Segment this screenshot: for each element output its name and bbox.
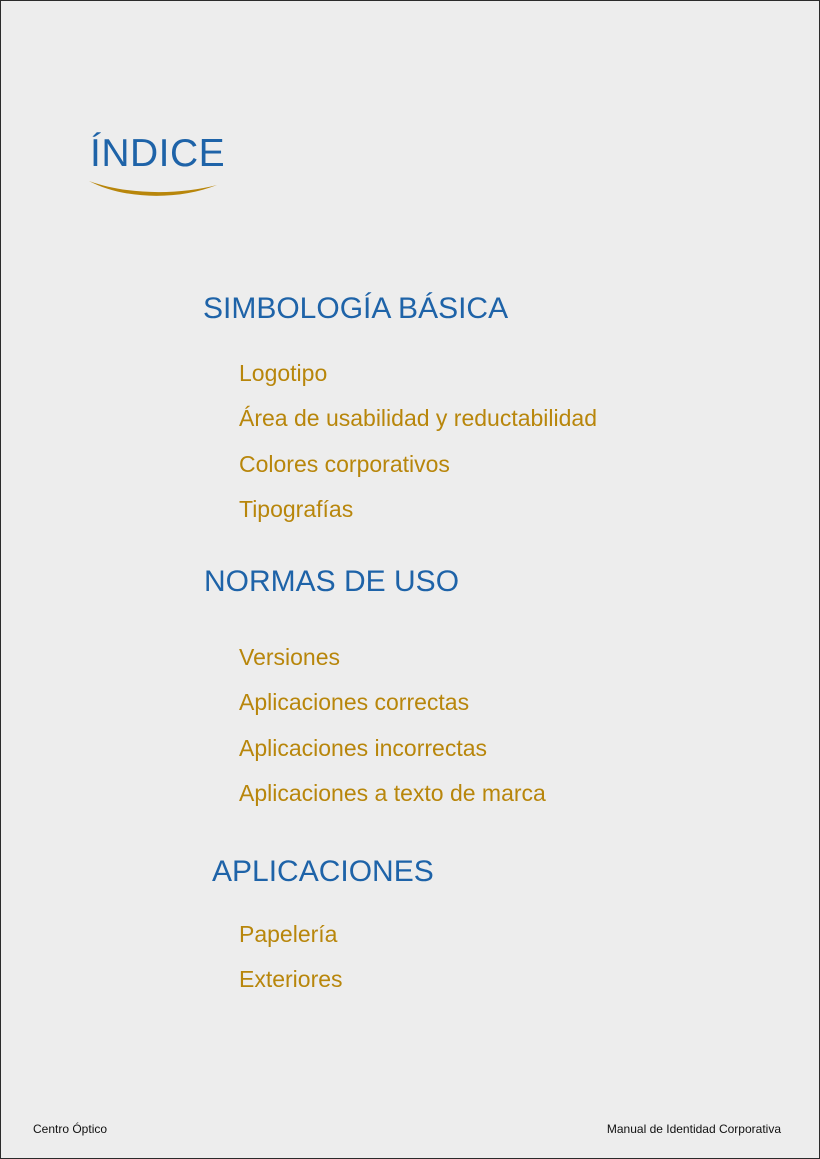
toc-item-aplicaciones-correctas: Aplicaciones correctas bbox=[239, 689, 470, 715]
section-title-simbologia: SIMBOLOGÍA BÁSICA bbox=[203, 292, 509, 325]
toc-item-area-usabilidad: Área de usabilidad y reductabilidad bbox=[239, 405, 598, 431]
footer-left-text: Centro Óptico bbox=[33, 1122, 108, 1136]
toc-item-aplicaciones-texto-marca: Aplicaciones a texto de marca bbox=[239, 780, 546, 806]
toc-item-exteriores: Exteriores bbox=[239, 966, 343, 992]
section-title-aplicaciones: APLICACIONES bbox=[212, 855, 434, 888]
toc-item-colores: Colores corporativos bbox=[239, 451, 450, 477]
toc-item-aplicaciones-incorrectas: Aplicaciones incorrectas bbox=[239, 735, 488, 761]
title-swoosh-decoration bbox=[87, 177, 219, 203]
section-title-normas: NORMAS DE USO bbox=[204, 565, 460, 598]
toc-item-logotipo: Logotipo bbox=[239, 360, 328, 386]
toc-item-tipografias: Tipografías bbox=[239, 496, 354, 522]
page-title: ÍNDICE bbox=[90, 132, 226, 175]
toc-item-versiones: Versiones bbox=[239, 644, 341, 670]
footer-right-text: Manual de Identidad Corporativa bbox=[606, 1122, 781, 1136]
toc-item-papeleria: Papelería bbox=[239, 921, 338, 947]
